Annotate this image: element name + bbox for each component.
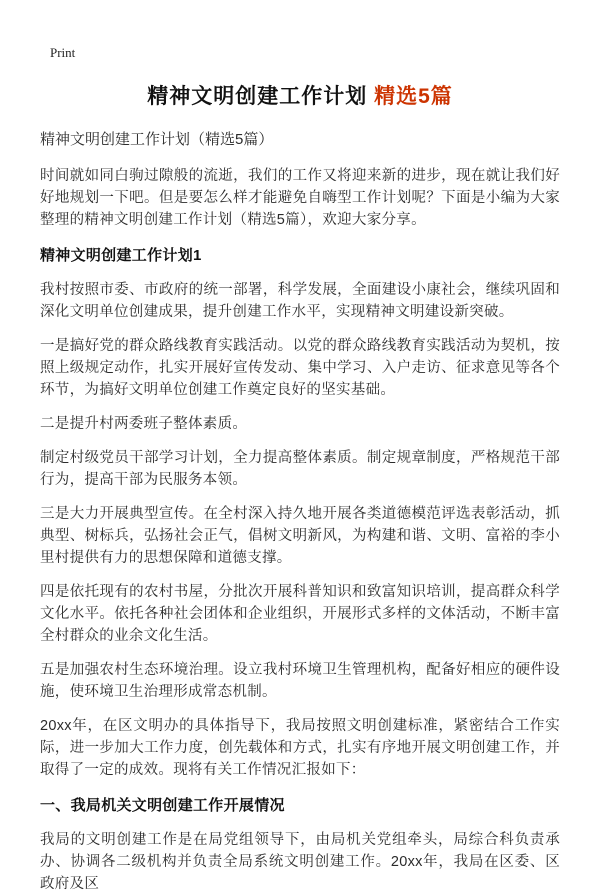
document-body (40, 165, 560, 895)
section-heading: 精神文明创建工作计划1 (40, 247, 202, 265)
page-title (40, 84, 560, 109)
paragraph: 时间就如同白驹过隙般的流逝，我们的工作又将迎来新的进步，现在就让我们好好地规划一下吧。但是要怎么样才能避免自嗨型工作计划呢？下面是小编为大家整理的精神文明创建工作计划（精选5篇），欢迎大家分享。 (40, 168, 560, 229)
paragraph: 20xx年，在区文明办的具体指导下，我局按照文明创建标准，紧密结合工作实际，进一步加大工作力度，创先载体和方式，扎实有序地开展文明创建工作，并取得了一定的成效。现将有关工作情况汇报如下： (40, 718, 560, 779)
paragraph: 四是依托现有的农村书屋，分批次开展科普知识和致富知识培训，提高群众科学文化水平。依托各种社会团体和企业组织，开展形式多样的文体活动，不断丰富全村群众的业余文化生活。 (40, 584, 560, 645)
document-subtitle: 精神文明创建工作计划（精选5篇） (40, 131, 274, 149)
paragraph: 三是大力开展典型宣传。在全村深入持久地开展各类道德模范评选表彰活动，抓典型、树标兵，弘扬社会正气，倡树文明新风，为构建和谐、文明、富裕的李小里村提供有力的思想保障和道德支撑。 (40, 506, 560, 567)
paragraph: 二是提升村两委班子整体素质。 (40, 416, 248, 433)
paragraph: 制定村级党员干部学习计划，全力提高整体素质。制定规章制度，严格规范干部行为，提高干部为民服务本领。 (40, 450, 560, 489)
page-title-highlight: 精选5篇 (374, 85, 453, 108)
print-link[interactable]: Print (50, 45, 76, 60)
paragraph: 我村按照市委、市政府的统一部署，科学发展，全面建设小康社会，继续巩固和深化文明单位创建成果，提升创建工作水平，实现精神文明建设新突破。 (40, 282, 560, 321)
paragraph: 我局的文明创建工作是在局党组领导下，由局机关党组牵头，局综合科负责承办、协调各二级机构并负责全局系统文明创建工作。20xx年，我局在区委、区政府及区 (40, 832, 560, 893)
section-heading: 一、我局机关文明创建工作开展情况 (40, 797, 285, 815)
paragraph: 五是加强农村生态环境治理。设立我村环境卫生管理机构，配备好相应的硬件设施，使环境卫生治理形成常态机制。 (40, 662, 560, 701)
paragraph: 一是搞好党的群众路线教育实践活动。以党的群众路线教育实践活动为契机，按照上级规定动作，扎实开展好宣传发动、集中学习、入户走访、征求意见等各个环节，为搞好文明单位创建工作奠定良好的坚实基础。 (40, 338, 560, 399)
page-title-main: 精神文明创建工作计划 (147, 85, 368, 108)
